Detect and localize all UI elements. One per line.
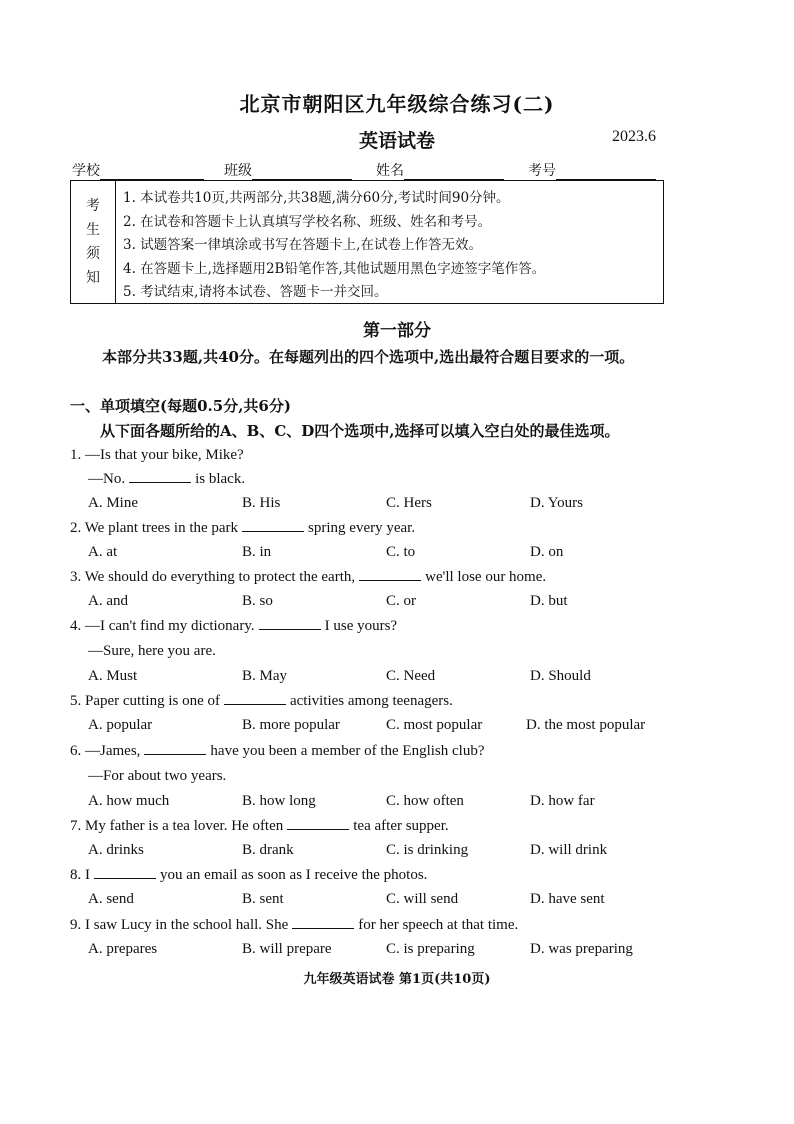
- notice-item: 2. 在试卷和答题卡上认真填写学校名称、班级、姓名和考号。: [123, 213, 492, 230]
- stem-text: for her speech at that time.: [358, 917, 519, 933]
- answer-blank: [144, 740, 206, 755]
- name-label: 姓名: [376, 163, 404, 179]
- notice-label-char: 知: [86, 270, 100, 286]
- option-c[interactable]: C. is preparing: [386, 941, 475, 957]
- option-a[interactable]: A. how much: [88, 793, 170, 809]
- stem-text: I use yours?: [324, 618, 398, 634]
- option-d[interactable]: D. but: [530, 593, 568, 609]
- notice-item: 3. 试题答案一律填涂或书写在答题卡上,在试卷上作答无效。: [123, 237, 482, 253]
- option-b[interactable]: B. will prepare: [242, 941, 332, 957]
- stem-text: 1. —Is that your bike, Mike?: [70, 447, 244, 463]
- option-c[interactable]: C. will send: [386, 891, 459, 907]
- notice-item: 1. 本试卷共10页,共两部分,共38题,满分60分,考试时间90分钟。: [123, 190, 510, 206]
- notice-label-char: 考: [86, 198, 100, 214]
- stem-text: 3. We should do everything to protect the earth,: [70, 569, 356, 585]
- question-stem: [70, 690, 453, 712]
- option-b[interactable]: B. drank: [242, 842, 294, 858]
- option-b[interactable]: B. more popular: [242, 717, 340, 733]
- page-title: 北京市朝阳区九年级综合练习(二): [239, 92, 555, 116]
- school-label: 学校: [72, 163, 100, 179]
- answer-blank: [224, 690, 286, 705]
- part-title: 第一部分: [363, 321, 431, 341]
- notice-label-char: 须: [86, 246, 100, 262]
- question-stem: [70, 864, 427, 886]
- school-blank[interactable]: [100, 165, 204, 180]
- answer-blank: [129, 468, 191, 483]
- option-a[interactable]: A. popular: [88, 717, 153, 733]
- answer-blank: [242, 517, 304, 532]
- exam-number-label: 考号: [528, 163, 556, 179]
- option-a[interactable]: A. Mine: [88, 495, 138, 511]
- option-d[interactable]: D. on: [530, 544, 564, 560]
- option-b[interactable]: B. May: [242, 668, 287, 684]
- question-stem: [70, 517, 415, 539]
- stem-text: is black.: [195, 471, 246, 487]
- option-b[interactable]: B. how long: [242, 793, 316, 809]
- student-info-row: [72, 160, 664, 180]
- answer-blank: [287, 815, 349, 830]
- question-stem: [70, 444, 244, 466]
- stem-text: 2. We plant trees in the park: [70, 520, 239, 536]
- option-a[interactable]: A. send: [88, 891, 134, 907]
- answer-blank: [259, 615, 321, 630]
- option-b[interactable]: B. in: [242, 544, 272, 560]
- exam-number-field[interactable]: [528, 160, 656, 180]
- name-field[interactable]: [376, 160, 504, 180]
- question-stem: [70, 566, 546, 588]
- option-c[interactable]: C. or: [386, 593, 416, 609]
- class-field[interactable]: [224, 160, 352, 180]
- notice-box: [70, 180, 664, 304]
- stem-text: you an email as soon as I receive the photos.: [160, 867, 428, 883]
- option-c[interactable]: C. most popular: [386, 717, 483, 733]
- notice-list: [123, 187, 657, 305]
- option-d[interactable]: D. have sent: [530, 891, 605, 907]
- answer-blank: [94, 864, 156, 879]
- stem-text: we'll lose our home.: [425, 569, 547, 585]
- question-stem: [88, 765, 226, 787]
- exam-number-blank[interactable]: [556, 165, 656, 180]
- stem-text: 8. I: [70, 867, 90, 883]
- option-b[interactable]: B. His: [242, 495, 281, 511]
- stem-text: have you been a member of the English club?: [210, 743, 485, 759]
- option-c[interactable]: C. Hers: [386, 495, 432, 511]
- class-label: 班级: [224, 163, 252, 179]
- option-a[interactable]: A. prepares: [88, 941, 158, 957]
- notice-label: [71, 181, 116, 303]
- option-d[interactable]: D. Should: [530, 668, 591, 684]
- notice-item: 4. 在答题卡上,选择题用2B铅笔作答,其他试题用黑色字迹签字笔作答。: [123, 260, 546, 277]
- option-b[interactable]: B. sent: [242, 891, 284, 907]
- notice-label-char: 生: [86, 222, 100, 238]
- stem-text: activities among teenagers.: [289, 693, 453, 709]
- option-d[interactable]: D. the most popular: [526, 717, 646, 733]
- section-instructions: 从下面各题所给的A、B、C、D四个选项中,选择可以填入空白处的最佳选项。: [100, 422, 620, 440]
- question-stem: [88, 468, 245, 490]
- option-c[interactable]: C. how often: [386, 793, 464, 809]
- option-d[interactable]: D. will drink: [530, 842, 608, 858]
- notice-item: 5. 考试结束,请将本试卷、答题卡一并交回。: [123, 284, 388, 300]
- option-d[interactable]: D. Yours: [530, 495, 583, 511]
- question-stem: [88, 640, 216, 662]
- option-c[interactable]: C. to: [386, 544, 416, 560]
- page-footer: 九年级英语试卷 第1页(共10页): [303, 972, 491, 987]
- option-a[interactable]: A. Must: [88, 668, 138, 684]
- stem-text: 4. —I can't find my dictionary.: [70, 618, 255, 634]
- option-d[interactable]: D. how far: [530, 793, 595, 809]
- stem-text: —Sure, here you are.: [88, 643, 216, 659]
- option-c[interactable]: C. Need: [386, 668, 436, 684]
- stem-text: 5. Paper cutting is one of: [70, 693, 220, 709]
- question-stem: [70, 615, 397, 637]
- part-intro: 本部分共33题,共40分。在每题列出的四个选项中,选出最符合题目要求的一项。: [102, 348, 635, 366]
- stem-text: —For about two years.: [88, 768, 227, 784]
- option-b[interactable]: B. so: [242, 593, 273, 609]
- section-title: 一、单项填空(每题0.5分,共6分): [70, 397, 291, 415]
- paper-subtitle: 英语试卷: [358, 130, 435, 152]
- option-d[interactable]: D. was preparing: [530, 941, 633, 957]
- answer-blank: [292, 914, 354, 929]
- stem-text: tea after supper.: [353, 818, 449, 834]
- school-field[interactable]: [72, 160, 204, 180]
- stem-text: 7. My father is a tea lover. He often: [70, 818, 284, 834]
- question-stem: [70, 914, 518, 936]
- option-c[interactable]: C. is drinking: [386, 842, 469, 858]
- option-a[interactable]: A. at: [88, 544, 118, 560]
- question-stem: [70, 740, 485, 762]
- stem-text: 6. —James,: [70, 743, 141, 759]
- name-blank[interactable]: [404, 165, 504, 180]
- option-a[interactable]: A. drinks: [88, 842, 144, 858]
- class-blank[interactable]: [252, 165, 352, 180]
- option-a[interactable]: A. and: [88, 593, 128, 609]
- stem-text: spring every year.: [308, 520, 416, 536]
- stem-text: —No.: [88, 471, 126, 487]
- stem-text: 9. I saw Lucy in the school hall. She: [70, 917, 289, 933]
- exam-date: 2023.6: [612, 128, 656, 145]
- question-stem: [70, 815, 449, 837]
- answer-blank: [359, 566, 421, 581]
